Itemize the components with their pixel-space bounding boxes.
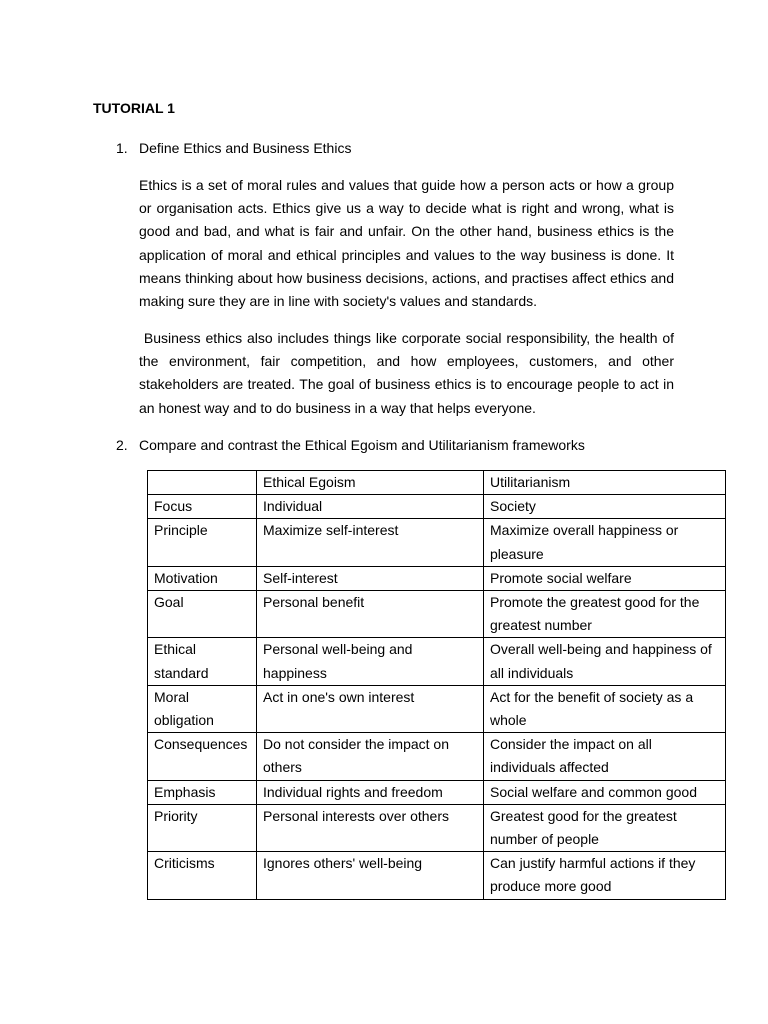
- table-cell: Personal interests over others: [257, 804, 484, 851]
- table-row: [148, 566, 726, 590]
- table-cell: Act for the benefit of society as a whole: [484, 685, 726, 732]
- table-cell: Motivation: [148, 566, 257, 590]
- table-cell: Individual: [257, 495, 484, 519]
- comparison-table: [147, 470, 726, 900]
- table-cell: Ignores others' well-being: [257, 852, 484, 899]
- table-cell: Self-interest: [257, 566, 484, 590]
- table-cell: Consequences: [148, 733, 257, 780]
- document-title: TUTORIAL 1: [93, 100, 175, 116]
- table-row: [148, 495, 726, 519]
- table-cell: Society: [484, 495, 726, 519]
- table-cell: Social welfare and common good: [484, 780, 726, 804]
- table-cell: Overall well-being and happiness of all individuals: [484, 638, 726, 685]
- table-cell: Emphasis: [148, 780, 257, 804]
- table-cell: Maximize overall happiness or pleasure: [484, 519, 726, 566]
- table-cell: Can justify harmful actions if they produce more good: [484, 852, 726, 899]
- table-row: [148, 685, 726, 732]
- table-cell: Act in one's own interest: [257, 685, 484, 732]
- table-cell: Individual rights and freedom: [257, 780, 484, 804]
- answer-1-paragraph-2: Business ethics also includes things like corporate social responsibility, the health of the environment, fair competition, and how employees, customers, and other stakeholders are treated. The goal of business ethics is to encourage people to act in an honest way and to do business in a way that helps everyone.: [139, 330, 678, 416]
- question-2: [116, 436, 585, 454]
- table-cell: Goal: [148, 591, 257, 638]
- question-1-number: 1.: [116, 140, 128, 156]
- table-row: [148, 638, 726, 685]
- table-cell: Criticisms: [148, 852, 257, 899]
- table-cell: Principle: [148, 519, 257, 566]
- table-row: [148, 519, 726, 566]
- table-row: [148, 591, 726, 638]
- table-header-row: [148, 471, 726, 495]
- table-header-cell: Utilitarianism: [484, 471, 726, 495]
- table-cell: Ethical standard: [148, 638, 257, 685]
- table-cell: Personal well-being and happiness: [257, 638, 484, 685]
- question-2-text: Compare and contrast the Ethical Egoism and Utilitarianism frameworks: [139, 437, 585, 453]
- table-cell: Greatest good for the greatest number of people: [484, 804, 726, 851]
- table-cell: Consider the impact on all individuals affected: [484, 733, 726, 780]
- table-cell: Do not consider the impact on others: [257, 733, 484, 780]
- table-row: [148, 852, 726, 899]
- table-header-cell: [148, 471, 257, 495]
- table-cell: Focus: [148, 495, 257, 519]
- table-cell: Personal benefit: [257, 591, 484, 638]
- table-row: [148, 733, 726, 780]
- table-row: [148, 804, 726, 851]
- table-row: [148, 780, 726, 804]
- table-header-cell: Ethical Egoism: [257, 471, 484, 495]
- question-2-number: 2.: [116, 437, 128, 453]
- table-cell: Maximize self-interest: [257, 519, 484, 566]
- table-cell: Priority: [148, 804, 257, 851]
- table-cell: Promote social welfare: [484, 566, 726, 590]
- answer-1-paragraph-1: Ethics is a set of moral rules and values that guide how a person acts or how a group or organisation acts. Ethics give us a way to decide what is right and wrong, what is good and bad, and what is fair and unfair. On the other hand, business ethics is the application of moral and ethical principles and values to the way business is done. It means thinking about how business decisions, actions, and practises affect ethics and making sure they are in line with society's values and standards.: [139, 177, 674, 310]
- question-1-text: Define Ethics and Business Ethics: [139, 140, 352, 156]
- table-cell: Promote the greatest good for the greatest number: [484, 591, 726, 638]
- question-1: [116, 139, 351, 157]
- table-cell: Moral obligation: [148, 685, 257, 732]
